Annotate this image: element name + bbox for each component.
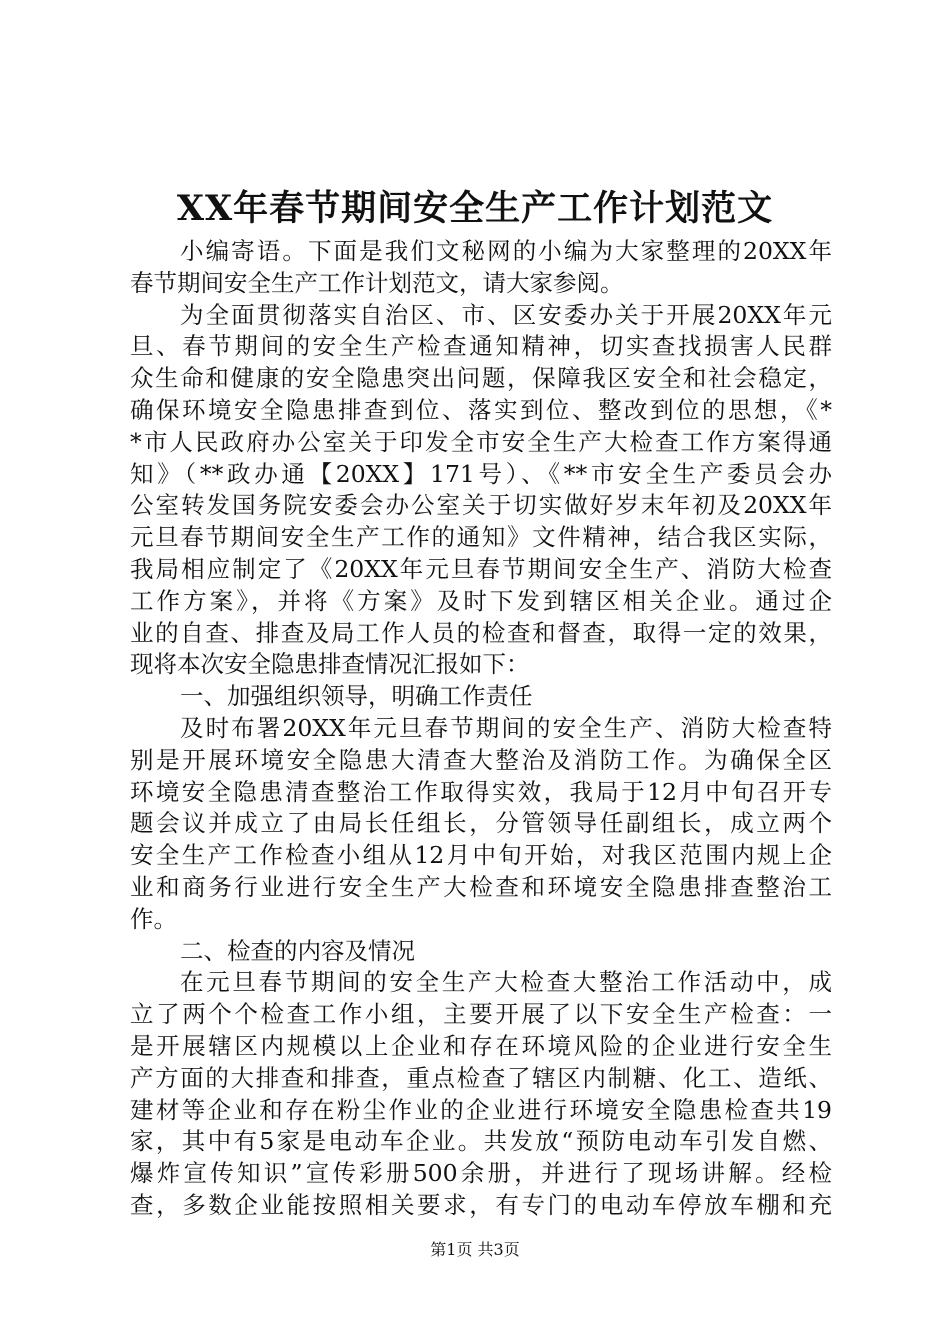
body-line: 小编寄语。下面是我们文秘网的小编为大家整理的20XX年 bbox=[180, 237, 832, 265]
body-line: 是开展辖区内规模以上企业和存在环境风险的企业进行安全生 bbox=[130, 1031, 832, 1060]
body-line: 安全生产工作检查小组从12月中旬开始，对我区范围内规上企 bbox=[130, 841, 832, 870]
body-line: 建材等企业和存在粉尘作业的企业进行环境安全隐患检查共19 bbox=[130, 1095, 832, 1124]
body-line: 作。 bbox=[130, 904, 177, 933]
page-footer: 第1页 共3页 bbox=[430, 1240, 520, 1259]
body-line: 旦、春节期间的安全生产检查通知精神，切实查找损害人民群 bbox=[130, 332, 832, 361]
body-line: 环境安全隐患清查整治工作取得实效，我局于12月中旬召开专 bbox=[130, 777, 832, 806]
body-line: 在元旦春节期间的安全生产大检查大整治工作活动中，成 bbox=[180, 968, 832, 997]
body-line: 现将本次安全隐患排查情况汇报如下： bbox=[130, 650, 530, 679]
document-body bbox=[130, 236, 832, 1222]
body-line: 及时布署20XX年元旦春节期间的安全生产、消防大检查特 bbox=[180, 713, 832, 742]
body-line: 题会议并成立了由局长任组长，分管领导任副组长，成立两个 bbox=[130, 809, 832, 838]
body-line: 众生命和健康的安全隐患突出问题，保障我区安全和社会稳定， bbox=[130, 364, 832, 393]
body-line: 知》（**政办通【20XX】171号）、《**市安全生产委员会办 bbox=[130, 459, 832, 488]
body-line: 业的自查、排查及局工作人员的检查和督查，取得一定的效果， bbox=[130, 618, 832, 647]
body-line: 一、加强组织领导，明确工作责任 bbox=[180, 682, 533, 711]
document-title: XX年春节期间安全生产工作计划范文 bbox=[176, 188, 774, 229]
body-line: 我局相应制定了《20XX年元旦春节期间安全生产、消防大检查 bbox=[130, 554, 832, 583]
body-line: 确保环境安全隐患排查到位、落实到位、整改到位的思想，《* bbox=[130, 395, 832, 424]
body-line: 工作方案》，并将《方案》及时下发到辖区相关企业。通过企 bbox=[130, 586, 832, 615]
body-line: 家，其中有5家是电动车企业。共发放“预防电动车引发自燃、 bbox=[130, 1127, 832, 1156]
body-line: *市人民政府办公室关于印发全市安全生产大检查工作方案得通 bbox=[130, 427, 832, 456]
body-line: 春节期间安全生产工作计划范文，请大家参阅。 bbox=[130, 268, 624, 297]
body-line: 二、检查的内容及情况 bbox=[180, 936, 415, 965]
body-line: 查，多数企业能按照相关要求，有专门的电动车停放车棚和充 bbox=[130, 1190, 832, 1219]
body-line: 公室转发国务院安委会办公室关于切实做好岁末年初及20XX年 bbox=[130, 491, 832, 520]
body-line: 为全面贯彻落实自治区、市、区安委办关于开展20XX年元 bbox=[180, 300, 832, 329]
body-line: 立了两个个检查工作小组，主要开展了以下安全生产检查：一 bbox=[130, 1000, 832, 1029]
body-line: 爆炸宣传知识”宣传彩册500余册，并进行了现场讲解。经检 bbox=[130, 1159, 832, 1188]
body-line: 元旦春节期间安全生产工作的通知》文件精神，结合我区实际， bbox=[130, 523, 832, 552]
body-line: 别是开展环境安全隐患大清查大整治及消防工作。为确保全区 bbox=[130, 745, 832, 774]
body-line: 业和商务行业进行安全生产大检查和环境安全隐患排查整治工 bbox=[130, 872, 832, 901]
body-line: 产方面的大排查和排查，重点检查了辖区内制糖、化工、造纸、 bbox=[130, 1063, 832, 1092]
